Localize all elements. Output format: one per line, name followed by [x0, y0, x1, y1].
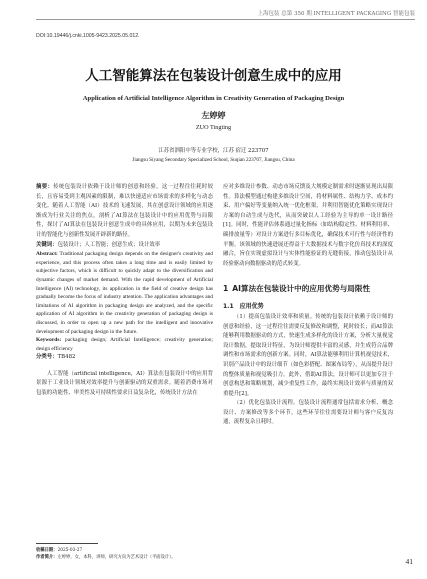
intro-paragraph-left: 人工智能（artificial intelligence，AI）算法在包装设计中的应用背景源于工业设计领域对效率提升与创新驱动的双重需求。随着消费市场对包装的功能性、审美性及可持续性要求日益复杂化，传统设计方法在: [36, 370, 213, 397]
received-label: 收稿日期：: [36, 548, 58, 553]
paragraph-workflow: （2）优化包装设计流程。包装设计流程通常包括需求分析、概念设计、方案修改等多个环节，这些环节往往需要设计师与客户反复沟通，流程复杂且耗时。: [223, 400, 393, 426]
title-chinese: 人工智能算法在包装设计创意生成中的应用: [85, 68, 342, 84]
footnote: [36, 547, 213, 562]
title-english: Application of Artificial Intelligence Algorithm in Creativity Generation of Packaging Design: [82, 95, 345, 102]
abstract-label: 摘要：: [36, 184, 54, 190]
paragraph-efficiency: （1）提高包装设计效率和质量。传统的包装设计依赖于设计师的创意和经验，这一过程往往需要反复修改和调整，耗时较长；而AI算法能够利用数据驱动的方式，快速生成多样化的设计方案，分析大量视觉设计数据，提取设计特征，为设计师提供丰富的灵感，并生成符合品牌调性和市场需求的创新方案。同时，AI算法能够利用计算机视觉技术，识别产品设计中的设计细节（如色彩搭配、图案布局等），从而提升设计的整体质量和视觉吸引力。此外，借助AI算法，设计师可以更加专注于创意构思和策略规划，减少重复性工作，最终实现设计效率与质量的双重提升[2]。: [223, 313, 393, 397]
abstract-en-label: Abstract:: [36, 251, 58, 258]
affiliation-chinese: 江苏省泗阳中等专业学校，江苏 宿迁 223707: [158, 148, 269, 154]
received-value: 2025-03-27: [57, 548, 83, 553]
doi: DOI:10.19446/j.cnki.1005-9423.2025.05.012.: [36, 33, 140, 39]
keywords-en-label: Keywords:: [36, 337, 62, 344]
journal-header: 上海包装 总第 350 期 INTELLIGENT PACKAGING 智能包装: [257, 11, 415, 17]
abstract-english: [36, 250, 213, 336]
bio-text: 左婷婷，女，本科，讲师，研究方向为艺术设计（平面设计）。: [57, 555, 176, 561]
header-rule: [36, 19, 415, 20]
received-date: [36, 547, 213, 554]
keywords-english: [36, 336, 213, 353]
classification-label: 分类号：: [36, 354, 58, 361]
classification-text: TB482: [57, 354, 76, 361]
page-number: 41: [405, 557, 413, 566]
abstract-text: 传统包装设计依赖于设计师的创意和经验，这一过程往往耗时较长，且容易受到主观因素的限制，难以快速适应市场需求的多样化与动态变化。随着人工智能（AI）技术的飞速发展，其在创意设计领域的应用逐渐成为行业关注的焦点。剖析了AI算法在包装设计中的应用优势与局限性，探讨了AI算法在包装设计创意生成中的具体应用，以期为未来包装设计的智能化与创新性发展开辟新的路径。: [36, 184, 213, 238]
keywords-en-text: packaging design; Artificial Intelligence; creativity generation; design efficiency: [36, 337, 213, 352]
footnote-rule: [36, 543, 98, 544]
section-1-number: 1: [223, 284, 229, 294]
intro-paragraph-right: 应对多维设计参数、动态市场反馈及大规模定制需求时逐渐显现出局限性。算法模型通过构建多维设计空间，将材料属性、结构力学、成本约束、用户偏好等变量纳入统一优化框架，并利用智能优化策略实现设计方案的自动生成与迭代，从而突破以人工经验为主导的单一设计路径[1]。同时，性能评估体系通过量化指标（如结构稳定性、材料利用率、碳排放量等）对设计方案进行多目标优化，确保技术可行性与经济性的平衡。该领域的快速进展还得益于大数据技术与数字化仿真技术的深度融合，旨在实现虚拟设计与实体性能验证的无缝衔接，推动包装设计从经验驱动向数据驱动的范式转变。: [223, 184, 393, 267]
abstract-chinese: [36, 183, 213, 241]
section-1-1-heading: [223, 302, 393, 312]
abstract-en-text: Traditional packaging design depends on the designer's creativity and experience, and this process often takes a long time and is easily limited by subjective factors, which is difficult to quickly adapt to the diversification and dynamic changes of market demand. With the rapid development of Artificial Intelligence (AI) technology, its application in the field of creative design has gradually become the focus of industry attention. The application advantages and limitations of AI algorithm in packaging design are analyzed, and the specific application of AI algorithm in the creativity generation of packaging design is discussed, in order to open up a new path for the intelligent and innovative development of packaging design in the future.: [36, 251, 213, 335]
section-1-1-title: 应用优势: [239, 303, 264, 311]
section-1-heading: [223, 283, 393, 294]
left-column: [36, 183, 213, 399]
author-bio: [36, 554, 213, 561]
author-chinese: 左婷婷: [201, 111, 226, 120]
affiliation-english: Jiangsu Siyang Secondary Specialized School, Suqian 223707, Jiangsu, China: [132, 157, 295, 163]
classification-number: [36, 353, 213, 363]
right-column: [223, 183, 393, 428]
section-1-1-number: 1.1: [223, 303, 234, 311]
author-english: ZUO Tingting: [195, 124, 232, 131]
section-1-title: AI算法在包装设计中的应用优势与局限性: [232, 284, 371, 294]
keywords-chinese: [36, 241, 213, 251]
bio-label: 作者简介：: [36, 555, 58, 561]
keywords-label: 关键词：: [36, 241, 58, 248]
keywords-text: 包装设计；人工智能；创意生成；设计效率: [57, 241, 161, 248]
